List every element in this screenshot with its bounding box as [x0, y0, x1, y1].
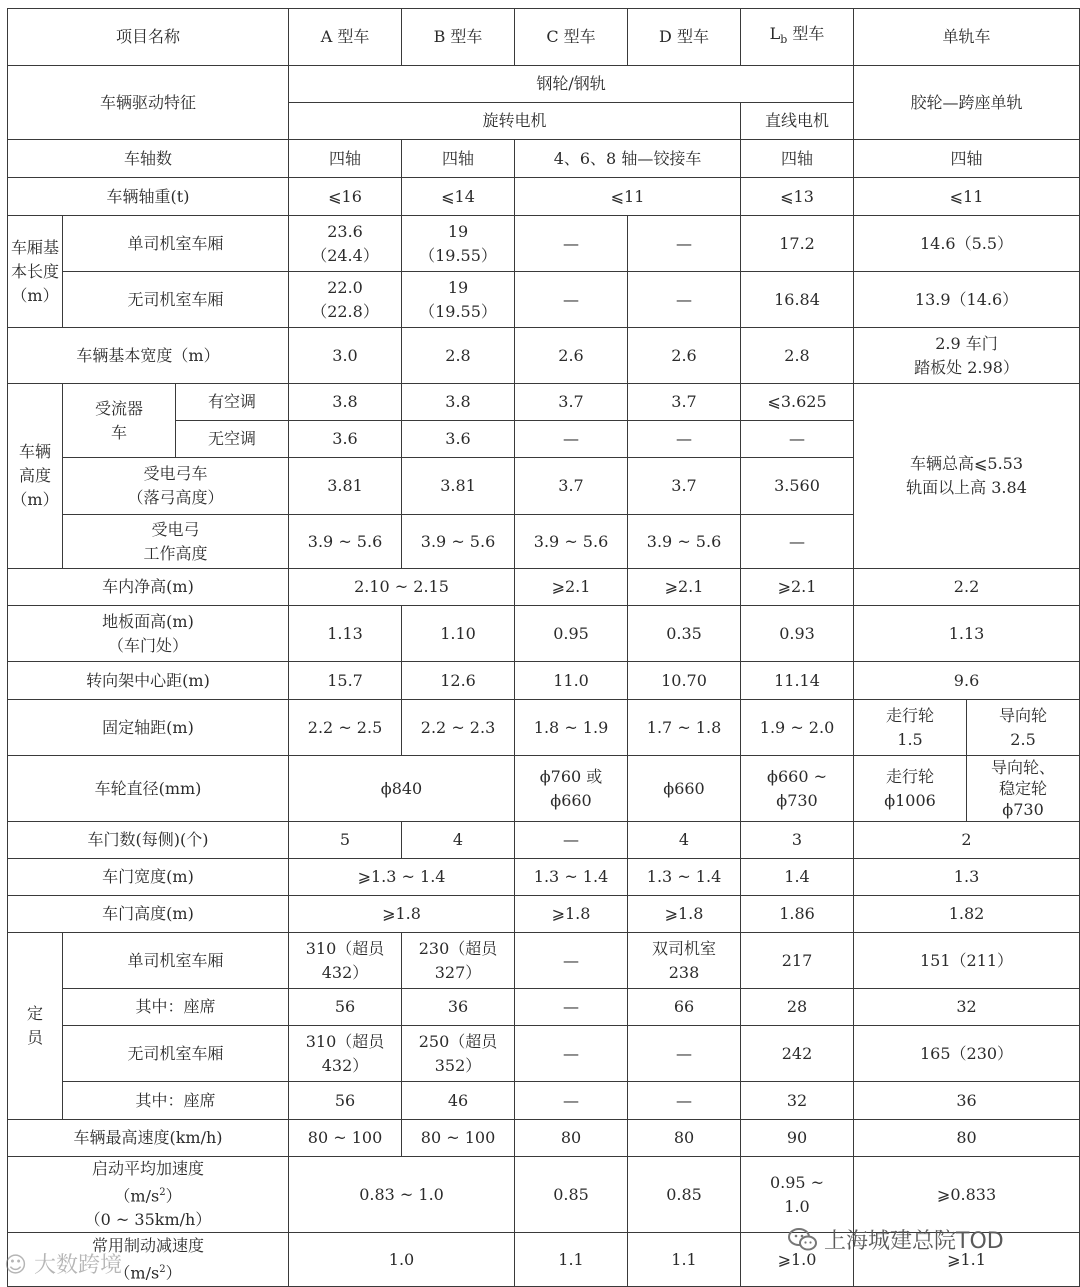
cap-none-seat-d: —	[628, 1082, 741, 1120]
door-height-c: ⩾1.8	[515, 896, 628, 933]
speed-row	[8, 1120, 1080, 1157]
axles-a: 四轴	[289, 140, 402, 178]
doors-label: 车门数(每侧)(个)	[8, 822, 289, 859]
bogie-row	[8, 662, 1080, 700]
cap-none-label: 无司机室车厢	[63, 1026, 289, 1082]
height-ac-lb: ⩽3.625	[741, 384, 854, 421]
inner-ab: 2.10 ~ 2.15	[289, 569, 515, 606]
accel-c: 0.85	[515, 1157, 628, 1233]
height-pantograph-d: 3.7	[628, 458, 741, 515]
drive-linear: 直线电机	[741, 103, 854, 140]
height-pantograph-b: 3.81	[402, 458, 515, 515]
doors-row	[8, 822, 1080, 859]
floor-label: 地板面高(m) （车门处）	[8, 606, 289, 662]
header-c: C 型车	[515, 9, 628, 66]
wheel-mono-running: 走行轮 ϕ1006	[854, 756, 967, 822]
door-height-label: 车门高度(m)	[8, 896, 289, 933]
door-width-lb: 1.4	[741, 859, 854, 896]
width-mono: 2.9 车门 踏板处 2.98）	[854, 328, 1080, 384]
brake-lb: ⩾1.0	[741, 1233, 854, 1287]
inner-mono: 2.2	[854, 569, 1080, 606]
header-b: B 型车	[402, 9, 515, 66]
body-len-single-lb: 17.2	[741, 216, 854, 272]
height-noac-b: 3.6	[402, 421, 515, 458]
floor-lb: 0.93	[741, 606, 854, 662]
height-ac-c: 3.7	[515, 384, 628, 421]
inner-d: ⩾2.1	[628, 569, 741, 606]
cap-single-c: —	[515, 933, 628, 989]
speed-c: 80	[515, 1120, 628, 1157]
brake-mono: ⩾1.1	[854, 1233, 1080, 1287]
wheelbase-lb: 1.9 ~ 2.0	[741, 700, 854, 756]
height-ac-a: 3.8	[289, 384, 402, 421]
bogie-c: 11.0	[515, 662, 628, 700]
brake-label: 常用制动减速度 $(m/s^2)$	[8, 1233, 289, 1287]
body-len-single-mono: 14.6（5.5）	[854, 216, 1080, 272]
cap-single-seat-mono: 32	[854, 989, 1080, 1026]
cap-none-lb: 242	[741, 1026, 854, 1082]
axles-mono: 四轴	[854, 140, 1080, 178]
header-d: D 型车	[628, 9, 741, 66]
wheelbase-b: 2.2 ~ 2.3	[402, 700, 515, 756]
drive-steel: 钢轮/钢轨	[289, 66, 854, 103]
height-noac-lb: —	[741, 421, 854, 458]
width-c: 2.6	[515, 328, 628, 384]
door-width-d: 1.3 ~ 1.4	[628, 859, 741, 896]
height-panwork-d: 3.9 ~ 5.6	[628, 515, 741, 569]
floor-c: 0.95	[515, 606, 628, 662]
height-group: 车辆 高度 （m）	[8, 384, 63, 569]
height-panwork-b: 3.9 ~ 5.6	[402, 515, 515, 569]
header-mono: 单轨车	[854, 9, 1080, 66]
drive-label: 车辆驱动特征	[8, 66, 289, 140]
cap-none-d: —	[628, 1026, 741, 1082]
body-len-none-label: 无司机室车厢	[63, 272, 289, 328]
axles-b: 四轴	[402, 140, 515, 178]
axles-label: 车轴数	[8, 140, 289, 178]
axles-row	[8, 140, 1080, 178]
door-width-c: 1.3 ~ 1.4	[515, 859, 628, 896]
doors-lb: 3	[741, 822, 854, 859]
height-ac-row	[8, 384, 1080, 421]
axles-cd: 4、6、8 轴—铰接车	[515, 140, 741, 178]
cap-none-b: 250（超员 352）	[402, 1026, 515, 1082]
height-collector: 受流器 车	[63, 384, 176, 458]
watermark-left	[4, 1248, 122, 1279]
body-len-none-c: —	[515, 272, 628, 328]
cap-single-label: 单司机室车厢	[63, 933, 289, 989]
height-pantograph-a: 3.81	[289, 458, 402, 515]
cap-single-mono: 151（211）	[854, 933, 1080, 989]
width-row	[8, 328, 1080, 384]
body-len-single-row	[8, 216, 1080, 272]
vehicle-spec-table	[7, 8, 1080, 1287]
accel-lb: 0.95 ~ 1.0	[741, 1157, 854, 1233]
height-panwork-label: 受电弓 工作高度	[63, 515, 289, 569]
cap-none-row	[8, 1026, 1080, 1082]
accel-label: 启动平均加速度 $(m/s^2)$ （0 ~ 35km/h）	[8, 1157, 289, 1233]
wheelbase-d: 1.7 ~ 1.8	[628, 700, 741, 756]
body-len-none-a: 22.0 （22.8）	[289, 272, 402, 328]
cap-single-seat-lb: 28	[741, 989, 854, 1026]
wheelbase-a: 2.2 ~ 2.5	[289, 700, 402, 756]
floor-a: 1.13	[289, 606, 402, 662]
brake-ab: 1.0	[289, 1233, 515, 1287]
wechat-icon	[788, 1227, 818, 1253]
wheel-lb: ϕ660 ~ ϕ730	[741, 756, 854, 822]
floor-b: 1.10	[402, 606, 515, 662]
wheel-d: ϕ660	[628, 756, 741, 822]
door-height-mono: 1.82	[854, 896, 1080, 933]
header-lb: $L_b$ 型车	[741, 9, 854, 66]
cap-none-c: —	[515, 1026, 628, 1082]
drive-rotary: 旋转电机	[289, 103, 741, 140]
door-height-ab: ⩾1.8	[289, 896, 515, 933]
axle-load-lb: ⩽13	[741, 178, 854, 216]
drive-mono: 胶轮—跨座单轨	[854, 66, 1080, 140]
axle-load-a: ⩽16	[289, 178, 402, 216]
doors-d: 4	[628, 822, 741, 859]
height-pantograph-lb: 3.560	[741, 458, 854, 515]
cap-single-d: 双司机室 238	[628, 933, 741, 989]
doors-mono: 2	[854, 822, 1080, 859]
weibo-icon: ☺	[4, 1253, 27, 1278]
body-len-single-c: —	[515, 216, 628, 272]
wheelbase-label: 固定轴距(m)	[8, 700, 289, 756]
height-noac-d: —	[628, 421, 741, 458]
cap-single-seat-row	[8, 989, 1080, 1026]
wheelbase-mono-running: 走行轮 1.5	[854, 700, 967, 756]
bogie-mono: 9.6	[854, 662, 1080, 700]
cap-single-row	[8, 933, 1080, 989]
height-ac-d: 3.7	[628, 384, 741, 421]
speed-d: 80	[628, 1120, 741, 1157]
height-panwork-c: 3.9 ~ 5.6	[515, 515, 628, 569]
body-len-single-b: 19 （19.55）	[402, 216, 515, 272]
cap-single-a: 310（超员 432）	[289, 933, 402, 989]
body-len-none-b: 19 （19.55）	[402, 272, 515, 328]
wheel-c: ϕ760 或 ϕ660	[515, 756, 628, 822]
inner-lb: ⩾2.1	[741, 569, 854, 606]
floor-mono: 1.13	[854, 606, 1080, 662]
inner-row	[8, 569, 1080, 606]
width-lb: 2.8	[741, 328, 854, 384]
header-row	[8, 9, 1080, 66]
doors-b: 4	[402, 822, 515, 859]
doors-c: —	[515, 822, 628, 859]
cap-single-seat-d: 66	[628, 989, 741, 1026]
door-width-label: 车门宽度(m)	[8, 859, 289, 896]
cap-none-seat-b: 46	[402, 1082, 515, 1120]
axle-load-cd: ⩽11	[515, 178, 741, 216]
cap-none-seat-lb: 32	[741, 1082, 854, 1120]
body-len-single-label: 单司机室车厢	[63, 216, 289, 272]
axle-load-b: ⩽14	[402, 178, 515, 216]
axle-load-label: 车辆轴重(t)	[8, 178, 289, 216]
speed-lb: 90	[741, 1120, 854, 1157]
inner-label: 车内净高(m)	[8, 569, 289, 606]
wheelbase-mono-guide: 导向轮 2.5	[967, 700, 1080, 756]
height-pantograph-c: 3.7	[515, 458, 628, 515]
speed-b: 80 ~ 100	[402, 1120, 515, 1157]
floor-d: 0.35	[628, 606, 741, 662]
axles-lb: 四轴	[741, 140, 854, 178]
brake-d: 1.1	[628, 1233, 741, 1287]
height-panwork-lb: —	[741, 515, 854, 569]
height-noac-label: 无空调	[176, 421, 289, 458]
width-d: 2.6	[628, 328, 741, 384]
wheel-row	[8, 756, 1080, 822]
cap-group: 定 员	[8, 933, 63, 1120]
body-len-none-lb: 16.84	[741, 272, 854, 328]
cap-none-seat-mono: 36	[854, 1082, 1080, 1120]
axle-load-mono: ⩽11	[854, 178, 1080, 216]
body-len-none-row	[8, 272, 1080, 328]
floor-row	[8, 606, 1080, 662]
axle-load-row	[8, 178, 1080, 216]
watermark-right-text: 上海城建总院TOD	[824, 1229, 1004, 1254]
bogie-lb: 11.14	[741, 662, 854, 700]
body-len-single-d: —	[628, 216, 741, 272]
accel-row	[8, 1157, 1080, 1233]
cap-single-b: 230（超员 327）	[402, 933, 515, 989]
cap-none-a: 310（超员 432）	[289, 1026, 402, 1082]
cap-single-seat-c: —	[515, 989, 628, 1026]
door-width-row	[8, 859, 1080, 896]
watermark-left-text: 大数跨境	[33, 1253, 122, 1278]
wheel-ab: ϕ840	[289, 756, 515, 822]
cap-none-seat-a: 56	[289, 1082, 402, 1120]
accel-d: 0.85	[628, 1157, 741, 1233]
cap-single-seat-b: 36	[402, 989, 515, 1026]
height-ac-b: 3.8	[402, 384, 515, 421]
door-width-mono: 1.3	[854, 859, 1080, 896]
height-noac-a: 3.6	[289, 421, 402, 458]
body-len-group: 车厢基 本长度 （m）	[8, 216, 63, 328]
cap-single-lb: 217	[741, 933, 854, 989]
cap-none-seat-c: —	[515, 1082, 628, 1120]
accel-mono: ⩾0.833	[854, 1157, 1080, 1233]
height-ac-label: 有空调	[176, 384, 289, 421]
cap-single-seat-a: 56	[289, 989, 402, 1026]
bogie-d: 10.70	[628, 662, 741, 700]
body-len-none-d: —	[628, 272, 741, 328]
header-a: A 型车	[289, 9, 402, 66]
bogie-a: 15.7	[289, 662, 402, 700]
door-width-ab: ⩾1.3 ~ 1.4	[289, 859, 515, 896]
door-height-d: ⩾1.8	[628, 896, 741, 933]
bogie-b: 12.6	[402, 662, 515, 700]
height-noac-c: —	[515, 421, 628, 458]
speed-label: 车辆最高速度(km/h)	[8, 1120, 289, 1157]
watermark-right	[788, 1224, 1004, 1255]
height-panwork-a: 3.9 ~ 5.6	[289, 515, 402, 569]
header-item: 项目名称	[8, 9, 289, 66]
brake-c: 1.1	[515, 1233, 628, 1287]
body-len-single-a: 23.6 （24.4）	[289, 216, 402, 272]
wheel-label: 车轮直径(mm)	[8, 756, 289, 822]
accel-ab: 0.83 ~ 1.0	[289, 1157, 515, 1233]
cap-none-mono: 165（230）	[854, 1026, 1080, 1082]
cap-none-seat-label: 其中：座席	[63, 1082, 289, 1120]
door-height-row	[8, 896, 1080, 933]
inner-c: ⩾2.1	[515, 569, 628, 606]
body-len-none-mono: 13.9（14.6）	[854, 272, 1080, 328]
speed-mono: 80	[854, 1120, 1080, 1157]
bogie-label: 转向架中心距(m)	[8, 662, 289, 700]
wheelbase-row	[8, 700, 1080, 756]
door-height-lb: 1.86	[741, 896, 854, 933]
height-pantograph-label: 受电弓车 （落弓高度）	[63, 458, 289, 515]
width-label: 车辆基本宽度（m）	[8, 328, 289, 384]
width-a: 3.0	[289, 328, 402, 384]
drive-row	[8, 66, 1080, 103]
height-mono: 车辆总高⩽5.53 轨面以上高 3.84	[854, 384, 1080, 569]
wheelbase-c: 1.8 ~ 1.9	[515, 700, 628, 756]
cap-none-seat-row	[8, 1082, 1080, 1120]
speed-a: 80 ~ 100	[289, 1120, 402, 1157]
doors-a: 5	[289, 822, 402, 859]
wheel-mono-guide: 导向轮、 稳定轮 ϕ730	[967, 756, 1080, 822]
width-b: 2.8	[402, 328, 515, 384]
cap-single-seat-label: 其中：座席	[63, 989, 289, 1026]
